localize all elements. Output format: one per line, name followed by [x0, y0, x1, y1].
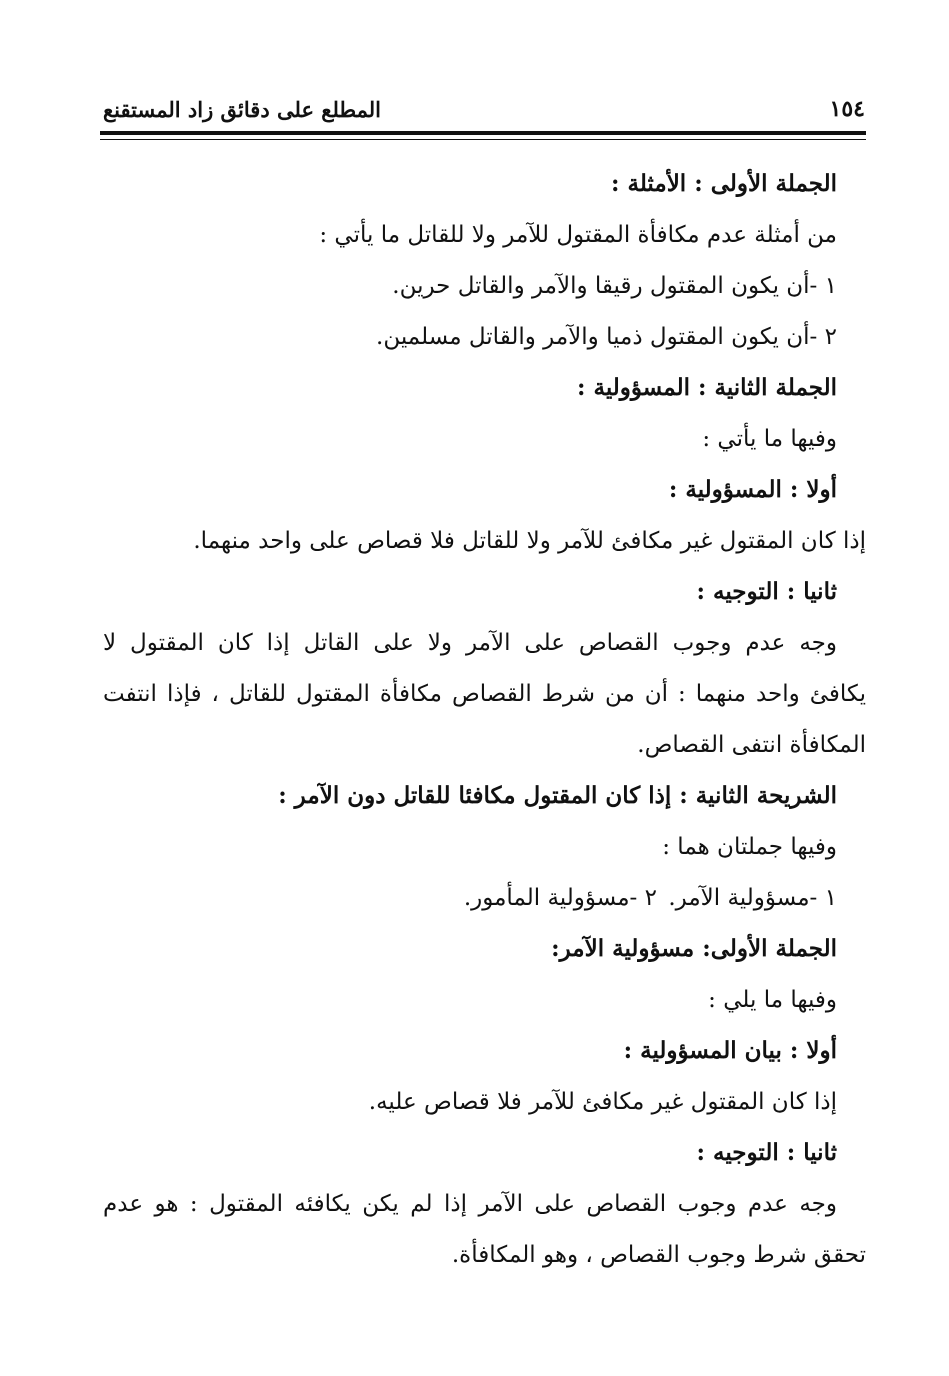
- page-header: [103, 96, 865, 130]
- header-rule-thick: [100, 131, 866, 135]
- section-heading: الشريحة الثانية : إذا كان المقتول مكافئا للقاتل دون الآمر :: [278, 782, 837, 809]
- section-heading: ثانيا : التوجيه :: [696, 578, 837, 605]
- running-title: المطلع على دقائق زاد المستقنع: [103, 97, 382, 122]
- paragraph-line: وجه عدم وجوب القصاص على الآمر إذا لم يكن يكافئه المقتول : هو عدم: [103, 1191, 837, 1217]
- paragraph-line: إذا كان المقتول غير مكافئ للآمر ولا للقاتل فلا قصاص على واحد منهما.: [193, 528, 866, 554]
- section-heading: الجملة الأولى : الأمثلة :: [610, 170, 837, 197]
- paragraph-line: وفيها جملتان هما :: [662, 834, 837, 860]
- header-rule-thin: [100, 139, 866, 140]
- paragraph-line: إذا كان المقتول غير مكافئ للآمر فلا قصاص عليه.: [368, 1089, 837, 1115]
- section-heading: الجملة الثانية : المسؤولية :: [577, 374, 837, 401]
- list-item: ٢ -أن يكون المقتول ذميا والآمر والقاتل مسلمين.: [376, 324, 837, 350]
- list-item: ١ -مسؤولية الآمر.: [668, 885, 837, 911]
- section-heading: الجملة الأولى: مسؤولية الآمر:: [551, 935, 837, 962]
- section-heading: أولا : بيان المسؤولية :: [623, 1037, 837, 1064]
- paragraph-line: يكافئ واحد منهما : أن من شرط القصاص مكافأة المقتول للقاتل ، فإذا انتفت: [103, 681, 866, 707]
- list-item: ٢ -مسؤولية المأمور.: [463, 885, 657, 911]
- page-number: ١٥٤: [829, 96, 865, 122]
- section-heading: أولا : المسؤولية :: [668, 476, 837, 503]
- page-body: [103, 164, 866, 1286]
- paragraph-line: وجه عدم وجوب القصاص على الآمر ولا على القاتل إذا كان المقتول لا: [103, 630, 837, 656]
- paragraph-line: وفيها ما يلي :: [708, 987, 837, 1013]
- list-item: ١ -أن يكون المقتول رقيقا والآمر والقاتل حرين.: [392, 273, 837, 299]
- paragraph-line: وفيها ما يأتي :: [702, 426, 837, 452]
- paragraph-line: تحقق شرط وجوب القصاص ، وهو المكافأة.: [451, 1242, 866, 1268]
- paragraph-line: من أمثلة عدم مكافأة المقتول للآمر ولا للقاتل ما يأتي :: [319, 222, 837, 248]
- paragraph-line: المكافأة انتفى القصاص.: [637, 732, 866, 758]
- section-heading: ثانيا : التوجيه :: [696, 1139, 837, 1166]
- list-row: [103, 878, 837, 929]
